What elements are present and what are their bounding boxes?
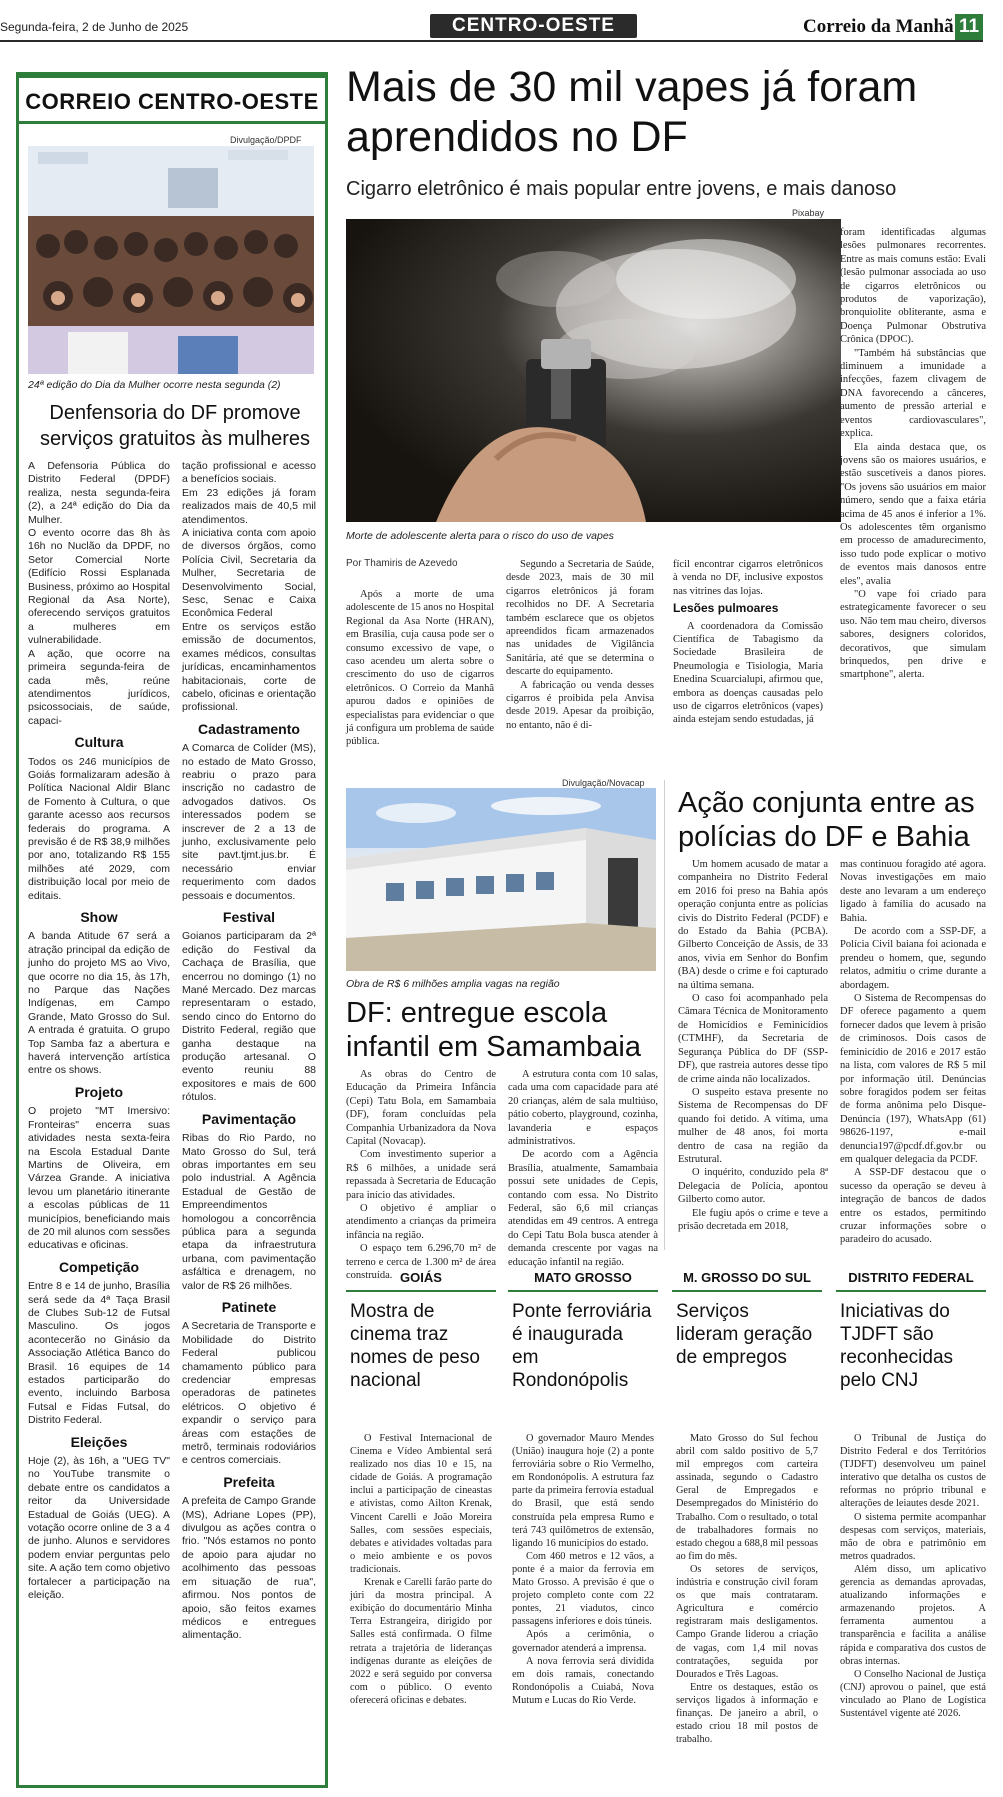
paragraph: De acordo com a SSP-DF, a Polícia Civil baiana foi acionada e prendeu o homem, que, segundo relatos, admitiu o crime durante a abordagem.	[840, 926, 986, 991]
school-photo-caption: Obra de R$ 6 milhões amplia vagas na região	[346, 978, 560, 990]
school-photo-credit: Divulgação/Novacap	[562, 778, 645, 788]
school-photo	[346, 788, 656, 971]
sidebar-title: CORREIO CENTRO-OESTE	[25, 89, 319, 114]
paragraph: Krenak e Carelli farão parte do júri da mostra principal. A exibição do documentário Minha Terra Estrangeira, dirigido por Salles está confirmada. O filme retrata a trajetória de lideranças indígenas durante as eleições de 2022 e será seguido por conversa com o público. O evento oferecerá oficinas e debates.	[350, 1577, 492, 1706]
paragraph: A SSP-DF destacou que o sucesso da operação se deveu à integração de bancos de dados entre os estados, permitindo cruzar informações sobre o paradeiro do acusado.	[840, 1167, 986, 1246]
paragraph: A banda Atitude 67 será a atração principal da edição de junho do projeto MS ao Vivo, que ocorre no dia 15, às 17h, no Parque das Nações Indígenas, em Campo Grande, Mato Grosso do Sul. A entrada é gratuita. O grupo Top Samba faz a abertura e haverá intervenção artística entre os shows.	[28, 930, 170, 1077]
paragraph: O governador Mauro Mendes (União) inaugura hoje (2) a ponte ferroviária sobre o Rio Vermelho, em Rondonópolis. A estrutura faz parte da primeira ferrovia estadual do Brasil, que está sendo construída pela empresa Rumo e terá 743 quilômetros de extensão, ligando 16 municípios do estado.	[512, 1433, 654, 1549]
subheading: Festival	[222, 909, 276, 925]
paragraph: Entre os destaques, estão os serviços ligados à informação e finanças. De janeiro a abril, o estado criou 18 mil postos de trabalho.	[676, 1681, 818, 1746]
sidebar-photo-credit: Divulgação/DPDF	[230, 135, 302, 145]
paragraph: A Secretaria de Transporte e Mobilidade do Distrito Federal publicou chamamento público para credenciar empresas operadoras de patinetes elétricos. O objetivo é expandir o serviço para áreas com estações de metrô, terminais rodoviários e centros comerciais.	[182, 1320, 316, 1467]
paragraph: O suspeito estava presente no Sistema de Recompensas do DF quando foi detido. A vítima, uma mulher de 48 anos, foi morta dentro de casa na região da Estrutural.	[678, 1086, 828, 1165]
newspaper-brand: Correio da Manhã	[803, 16, 954, 37]
paragraph: mas continuou foragido até agora. Novas investigações em maio deste ano levaram a um endereço ligado à família do acusado na Bahia.	[840, 859, 986, 924]
paragraph: Além disso, um aplicativo gerencia as demandas aprovadas, atualizando informações e armazenando projetos. A ferramenta aumentou a transparência e facilita a análise rápida e comparativa dos custos de obras internas.	[840, 1563, 986, 1667]
region-label-text: M. GROSSO DO SUL	[683, 1270, 811, 1285]
subheading: Projeto	[74, 1083, 124, 1100]
main-headline: Mais de 30 mil vapes já foram aprendidos no DF	[346, 63, 918, 161]
paragraph: O evento ocorre das 8h às 16h no Nuclão da DPDF, no Setor Comercial Norte (Edifício Rossi Esplanada Business, próximo ao Hospital Regional da Asa Norte), oferecendo serviços gratuitos a mulheres em vulnerabilidade.	[28, 527, 170, 647]
subheading: Competição	[58, 1258, 140, 1275]
paragraph: O inquérito, conduzido pela 8ª Delegacia de Polícia, apontou Gilberto como autor.	[678, 1167, 828, 1206]
page-header	[0, 0, 1003, 40]
region-body-ms	[676, 1432, 818, 1746]
paragraph: Um homem acusado de matar a companheira no Distrito Federal em 2016 foi preso na Bahia após operação conjunta entre as polícias civis do Distrito Federal (PCDF) e do Estado da Bahia (PCBA). Gilberto Conceição de Assis, de 33 anos, vivia em Senhor do Bonfim (BA) desde o crime e foi capturado na última semana.	[678, 859, 828, 991]
paragraph: O objetivo é ampliar o atendimento a crianças da primeira infância na região.	[346, 1203, 496, 1241]
subheading: Cultura	[74, 734, 124, 751]
audience-illustration	[28, 146, 314, 374]
main-subhead: Cigarro eletrônico é mais popular entre jovens, e mais danoso	[346, 178, 897, 200]
school-column-1	[346, 1068, 496, 1283]
region-body-df	[840, 1432, 986, 1720]
region-body-goias	[350, 1432, 492, 1707]
sidebar-photo	[28, 146, 314, 374]
main-column-2	[506, 558, 654, 732]
region-title-mato-grosso: Ponte ferroviária é inaugurada em Rondonópolis	[512, 1301, 652, 1391]
paragraph: tação profissional e acesso a benefícios sociais.	[182, 460, 316, 486]
police-column-1	[678, 858, 828, 1233]
region-title-goias: Mostra de cinema traz nomes de peso nacional	[350, 1301, 480, 1391]
police-column-2	[840, 858, 986, 1247]
paragraph: Entre os serviços estão emissão de documentos, exames médicos, consultas jurídicas, encaminhamentos habitacionais, corte de cabelo, oficinas e orientação profissional.	[182, 620, 316, 714]
paragraph: O caso foi acompanhado pela Câmara Técnica de Monitoramento de Homicídios e Feminicídios (CTMHF), da Secretaria de Segurança Pública do DF (SSP-DF), que rastreia autores desse tipo de crime ainda não localizados.	[678, 993, 828, 1085]
vape-illustration	[346, 219, 841, 522]
paragraph: A ação, que ocorre na primeira segunda-feira de cada mês, reúne atendimentos jurídicos, psicossociais, de saúde, capaci-	[28, 647, 170, 727]
column-divider	[664, 780, 665, 1250]
paragraph: O Sistema de Recompensas do DF oferece pagamento a quem fornecer dados que levem à prisão de criminosos. Dois casos de feminicídio de 2016 e 2017 estão na lista, com valores de R$ 5 mil por informação útil. Denúncias sobre foragidos podem ser feitas de forma anônima pelo Disque-Denúncia (197), WhatsApp (61) 98626-1197, e-mail denuncia197@pcdf.df.gov.br ou em qualquer delegacia da PCDF.	[840, 993, 986, 1165]
main-byline: Por Thamiris de Azevedo	[346, 558, 458, 569]
paragraph: Ribas do Rio Pardo, no Mato Grosso do Sul, terá obras importantes em seu polo industrial. A Agência Estadual de Gestão de Empreendimentos homologou a concorrência pública para a segunda etapa da infraestrutura urbana, com pavimentação asfáltica e drenagem, no valor de R$ 26 milhões.	[182, 1132, 316, 1292]
school-column-2	[508, 1068, 658, 1269]
sidebar-header	[16, 72, 328, 124]
subheading: Prefeita	[223, 1473, 275, 1490]
region-label-ms	[672, 1266, 822, 1292]
paragraph: foram identificadas algumas lesões pulmonares recorrentes. Entre as mais comuns estão: Evali (lesão pulmonar associada ao uso de cigarros eletrônicos ou produtos de vaporização), bronquiolite obliterante, asma e Doença Pulmonar Obstrutiva Crônica (DPOC).	[840, 227, 986, 346]
main-photo-caption: Morte de adolescente alerta para o risco do uso de vapes	[346, 530, 614, 542]
region-label-text: GOIÁS	[400, 1270, 442, 1285]
police-headline: Ação conjunta entre as polícias do DF e Bahia	[678, 787, 975, 853]
region-label-df	[836, 1266, 986, 1292]
region-label-text: DISTRITO FEDERAL	[848, 1270, 974, 1285]
paragraph: Segundo a Secretaria de Saúde, desde 2023, mais de 30 mil cigarros eletrônicos já foram recolhidos no DF. A Secretaria também esclarece que os objetos apreendidos ficam armazenados nas unidades de Vigilância Sanitária, até que se determina o descarte do equipamento.	[506, 559, 654, 678]
region-title-df: Iniciativas do TJDFT são reconhecidas pelo CNJ	[840, 1301, 954, 1391]
region-title-ms: Serviços lideram geração de empregos	[676, 1301, 813, 1368]
paragraph: Entre 8 e 14 de junho, Brasília será sede da 4ª Taça Brasil de Clubes Sub-12 de Futsal Masculino. Os jogos acontecerão no Ginásio da Associação Atlética Banco do Brasil. 16 equipes de 14 estados participarão do evento, incluindo Barbosa Futsal e Fidas Futsal, do Distrito Federal.	[28, 1280, 170, 1427]
paragraph: "O vape foi criado para estrategicamente favorecer o seu uso. Não tem mau cheiro, diversos sabores, designers coloridos, decorativos, que simulam brinquedos, pen drive e smartphone", alerta.	[840, 588, 986, 681]
subheading: Show	[80, 909, 118, 925]
vape-photo	[346, 219, 841, 522]
paragraph: Todos os 246 municípios de Goiás formalizaram adesão à Política Nacional Aldir Blanc de Fomento à Cultura, o que garante acesso aos recursos federais do programa. A previsão é de R$ 38,9 milhões por ano, totalizando R$ 155 milhões até 2029, com distribuição local por meio de editais.	[28, 755, 170, 902]
subheading: Cadastramento	[198, 720, 300, 737]
paragraph: O sistema permite acompanhar despesas com serviços, materiais, mão de obra e patrimônio em metros quadrados.	[840, 1511, 986, 1562]
paragraph: De acordo com a Agência Brasília, atualmente, Samambaia possui sete unidades de Cepis, contando com essa. No Distrito Federal, são 6,6 mil crianças atendidas em 49 centros. A entrega do Cepi Tatu Bola busca atender à demanda crescente por vagas na educação infantil na região.	[508, 1149, 658, 1268]
paragraph: A Comarca de Colíder (MS), no estado de Mato Grosso, reabriu o prazo para inscrição no cadastro de advogados dativos. Os interessados podem se inscrever de 2 a 13 de junho, exclusivamente pelo site pavt.tjmt.jus.br. É necessário enviar requerimento com dados pessoais e documentos.	[182, 742, 316, 902]
paragraph: Com 460 metros e 12 vãos, a ponte é a maior da ferrovia em Mato Grosso. A previsão é que o projeto completo conte com 22 pontes, 21 viadutos, cinco passagens inferiores e dois túneis.	[512, 1550, 654, 1628]
paragraph: Goianos participaram da 2ª edição do Festival da Cachaça de Brasília, que encerrou no domingo (1) no Mané Mercado. Dez marcas representaram o estado, sendo cinco do Entorno do Distrito Federal, região que ganha destaque na produção artesanal. O evento reuniu 88 expositores e mais de 600 rótulos.	[182, 930, 316, 1104]
paragraph: A estrutura conta com 10 salas, cada uma com capacidade para até 20 crianças, além de sala multiúso, pátio coberto, playground, cozinha, lavanderia e espaços administrativos.	[508, 1069, 658, 1148]
paragraph: Após a cerimônia, o governador atenderá a imprensa.	[512, 1629, 654, 1654]
paragraph: Mato Grosso do Sul fechou abril com saldo positivo de 5,7 mil empregos com carteira assinada, segundo o Cadastro Geral de Empregados e Desempregados do Ministério do Trabalho. Com o resultado, o total de trabalhadores formais no estado chegou a 688,8 mil pessoas ao fim do mês.	[676, 1433, 818, 1562]
paragraph: O espaço tem 6.296,70 m² de terreno e cerca de 1.300 m² de área construída.	[346, 1243, 496, 1282]
paragraph: A nova ferrovia será dividida em dois ramais, conectando Rondonópolis a Cuiabá, Nova Mutum e Lucas do Rio Verde.	[512, 1655, 654, 1706]
region-label-mato-grosso	[508, 1266, 658, 1292]
paragraph: "Também há substâncias que diminuem a imunidade a infecções, fazem clivagem de DNA favorecendo a cânceres, aumento de pressão arterial e eventos cardiovasculares", explica.	[840, 347, 986, 440]
subheading: Lesões pulmoares	[673, 601, 779, 616]
paragraph: A iniciativa conta com apoio de diversos órgãos, como Polícia Civil, Secretaria da Mulher, Secretaria de Desenvolvimento Social, Sesc, Senac e Caixa Econômica Federal	[182, 527, 316, 620]
paragraph: Hoje (2), às 16h, a "UEG TV" no YouTube transmite o debate entre os candidatos a reitor da Universidade Estadual de Goiás (UEG). A votação ocorre online de 3 a 4 de junho. Alunos e servidores podem enviar perguntas pelo site. A ação tem como objetivo fortalecer a participação na eleição.	[28, 1455, 170, 1602]
paragraph: Os setores de serviços, indústria e construção civil foram os que mais contrataram. Agricultura e comércio registraram mais desligamentos. Campo Grande liderou a criação de vagas, com 1,4 mil novas contratações, seguida por Dourados e Três Lagoas.	[676, 1563, 818, 1680]
paragraph: A prefeita de Campo Grande (MS), Adriane Lopes (PP), divulgou as ações contra o frio. "Nós estamos no ponto de apoio para ajudar no acolhimento das pessoas em situação de rua", afirmou. Nos pontos de apoio, são feitos exames médicos e entregues alimentação.	[182, 1495, 316, 1642]
main-column-1	[346, 588, 494, 749]
region-label-text: MATO GROSSO	[534, 1270, 632, 1285]
paragraph: O Tribunal de Justiça do Distrito Federal e dos Territórios (TJDFT) desenvolveu um painel interativo que detalha os custos de reformas no próprio tribunal e alterações de leiautes desde 2021.	[840, 1433, 986, 1510]
main-photo-credit: Pixabay	[792, 208, 825, 218]
paragraph: A fabricação ou venda desses cigarros é proibida pela Anvisa desde 2019. Apesar da proibição, no entanto, não é di-	[506, 679, 654, 731]
paragraph: As obras do Centro de Educação da Primeira Infância (Cepi) Tatu Bola, em Samambaia (DF), foram concluídas pela Companhia Urbanizadora da Nova Capital (Novacap).	[346, 1069, 496, 1148]
subheading: Patinete	[221, 1298, 277, 1315]
paragraph: A coordenadora da Comissão Científica de Tabagismo da Sociedade Brasileira de Pneumologia e Tisiologia, Maria Enedina Scuarcialupi, afirmou que, embora as doenças causadas pelo uso de cigarros eletrônicos (vapes) ainda estejam sendo estudadas, já	[673, 620, 823, 726]
main-column-4	[840, 226, 986, 682]
paragraph: A Defensoria Pública do Distrito Federal (DPDF) realiza, nesta segunda-feira (2), a 24ª edição do Dia da Mulher.	[28, 460, 170, 526]
header-rule	[0, 40, 983, 42]
paragraph: O Festival Internacional de Cinema e Vídeo Ambiental será realizado nos dias 10 e 15, na cidade de Goiás. A programação inclui a participação de cineastas e ativistas, como Ailton Krenak, Vincent Carelli e João Moreira Salles, com sessões especiais, debates e atividades voltadas para o meio ambiente e os povos tradicionais.	[350, 1433, 492, 1575]
sidebar-headline: Denfensoria do DF promove serviços gratuitos às mulheres	[39, 402, 311, 450]
paragraph: Em 23 edições já foram realizados mais de 40,5 mil atendimentos.	[182, 486, 316, 526]
subheading: Pavimentação	[201, 1110, 297, 1127]
paragraph: Ela ainda destaca que, os jovens são os maiores usuários, e estão suscetíveis a danos piores. "Os jovens são usuários em maior número, sendo que a faixa etária acima de 45 anos é inferior a 1%. Os adolescentes têm organismo em processo de amadurecimento, isso tudo pode explicar o motivo de eventos mais danosos entre eles", avalia	[840, 441, 986, 587]
paragraph: Após a morte de uma adolescente de 15 anos no Hospital Regional da Asa Norte (HRAN), em Brasília, cuja causa pode ser o consumo excessivo de vape, o caso acendeu um alerta sobre o crescimento do uso de cigarros eletrônicos. O Correio da Manhã apurou dados e opiniões de especialistas para evidenciar o que já configura um problema de saúde pública.	[346, 589, 494, 748]
sidebar-column-2	[182, 460, 316, 1643]
page-number: 11	[955, 14, 983, 40]
school-headline: DF: entregue escola infantil em Samambaia	[346, 997, 641, 1063]
sidebar-column-1	[28, 460, 170, 1603]
sidebar-photo-caption: 24ª edição do Dia da Mulher ocorre nesta segunda (2)	[28, 379, 281, 391]
paragraph: fícil encontrar cigarros eletrônicos à venda no DF, inclusive expostos nas vitrines das lojas.	[673, 559, 823, 597]
paragraph: O Conselho Nacional de Justiça (CNJ) aprovou o painel, que está vinculado ao Plano de Logística Sustentável vigente até 2026.	[840, 1668, 986, 1719]
paragraph: Ele fugiu após o crime e teve a prisão decretada em 2018,	[678, 1207, 828, 1232]
issue-date: Segunda-feira, 2 de Junho de 2025	[0, 20, 189, 34]
section-label: CENTRO-OESTE	[430, 14, 637, 38]
region-body-mato-grosso	[512, 1432, 654, 1707]
region-label-goias	[346, 1266, 496, 1292]
paragraph: Com investimento superior a R$ 6 milhões, a unidade será repassada à Secretaria de Educação para início das atividades.	[346, 1149, 496, 1201]
paragraph: O projeto "MT Imersivo: Fronteiras" encerra suas atividades nesta sexta-feira na Escola Estadual Dante Martins de Oliveira, em Várzea Grande. A iniciativa levou um planetário itinerante a escolas públicas de 11 municípios, beneficiando mais de 20 mil alunos com sessões educativas e oficinas.	[28, 1105, 170, 1252]
school-illustration	[346, 788, 656, 971]
main-column-3	[673, 558, 823, 727]
subheading: Eleições	[70, 1433, 128, 1450]
